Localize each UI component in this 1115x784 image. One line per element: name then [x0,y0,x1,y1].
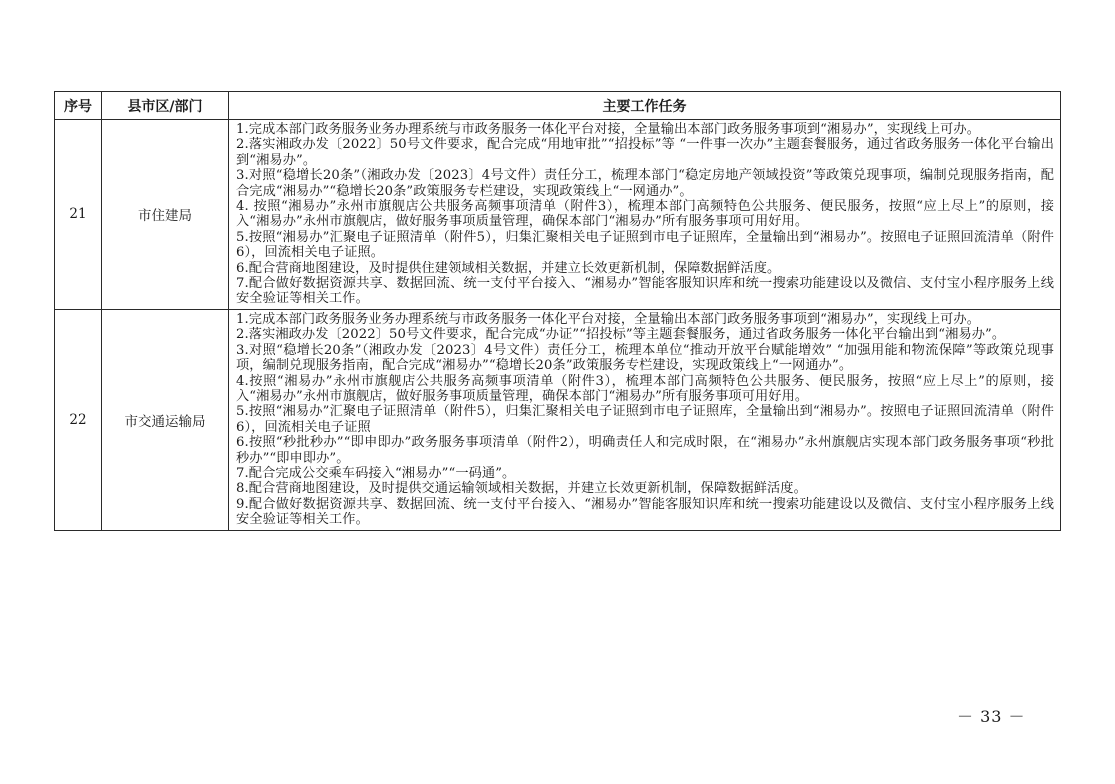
task-item: 1.完成本部门政务服务业务办理系统与市政务服务一体化平台对接，全量输出本部门政务服务事项到“湘易办”，实现线上可办。 [236,311,980,327]
row-dept: 市交通运输局 [102,309,229,530]
task-item: 3.对照“稳增长20条”（湘政办发〔2023〕4号文件）责任分工，梳理本单位“推动开放平台赋能增效” “加强用能和物流保障”等政策兑现事项，编制兑现服务指南，配合完成“湘易办”“稳增长20条”政策服务专栏建设，实现政策线上“一网通办”。 [236,342,1054,374]
task-item: 6.配合营商地图建设，及时提供住建领域相关数据，并建立长效更新机制，保障数据鲜活度。 [236,260,781,276]
task-item: 6.按照“秒批秒办”“即申即办”政务服务事项清单（附件2），明确责任人和完成时限，在“湘易办”永州旗舰店实现本部门政务服务事项“秒批秒办”“即申即办”。 [236,435,1054,466]
task-item: 8.配合营商地图建设，及时提供交通运输领域相关数据，并建立长效更新机制，保障数据鲜活度。 [236,481,807,497]
row-tasks [229,309,1061,530]
header-no: 序号 [55,92,102,120]
header-tasks: 主要工作任务 [229,92,1061,120]
table-row [55,309,1061,530]
row-tasks [229,120,1061,310]
row-no: 22 [55,309,102,530]
work-task-table [54,91,1061,531]
row-no: 21 [55,120,102,310]
row-dept: 市住建局 [102,120,229,310]
task-item: 7.配合完成公交乘车码接入“湘易办”“一码通”。 [236,465,516,481]
page-number: － 33 － [957,707,1026,726]
task-item: 5.按照“湘易办”汇聚电子证照清单（附件5），归集汇聚相关电子证照到市电子证照库，全量输出到“湘易办”。按照电子证照回流清单（附件6），回流相关电子证照 [236,404,1054,435]
task-item: 1.完成本部门政务服务业务办理系统与市政务服务一体化平台对接，全量输出本部门政务服务事项到“湘易办”，实现线上可办。 [236,122,980,137]
task-item: 9.配合做好数据资源共享、数据回流、统一支付平台接入、“湘易办”智能客服知识库和统一搜索功能建设以及微信、支付宝小程序服务上线安全验证等相关工作。 [236,496,1054,528]
header-dept: 县市区/部门 [102,92,229,120]
table-row [55,120,1061,310]
task-item: 3.对照“稳增长20条”（湘政办发〔2023〕4号文件）责任分工，梳理本部门“稳定房地产领域投资”等政策兑现事项，编制兑现服务指南，配合完成“湘易办”“稳增长20条”政策服务专栏建设，实现政策线上“一网通办”。 [236,168,1054,199]
task-item: 4. 按照“湘易办”永州市旗舰店公共服务高频事项清单（附件3），梳理本部门高频特色公共服务、便民服务，按照“应上尽上”的原则，接入“湘易办”永州市旗舰店，做好服务事项质量管理，确保本部门“湘易办”所有服务事项可用好用。 [236,199,1054,230]
task-item: 5.按照“湘易办”汇聚电子证照清单（附件5），归集汇聚相关电子证照到市电子证照库，全量输出到“湘易办”。按照电子证照回流清单（附件6），回流相关电子证照。 [236,229,1054,261]
task-item: 7.配合做好数据资源共享、数据回流、统一支付平台接入、“湘易办”智能客服知识库和统一搜索功能建设以及微信、支付宝小程序服务上线安全验证等相关工作。 [236,276,1054,307]
task-item: 2.落实湘政办发〔2022〕50号文件要求，配合完成“办证”“招投标”等主题套餐服务，通过省政务服务一体化平台输出到“湘易办”。 [236,327,1006,343]
task-item: 4.按照“湘易办”永州市旗舰店公共服务高频事项清单（附件3），梳理本部门高频特色公共服务、便民服务，按照“应上尽上”的原则，接入“湘易办”永州市旗舰店，做好服务事项质量管理，确保本部门“湘易办”所有服务事项可用好用。 [236,373,1054,404]
table-header-row [55,92,1061,120]
task-item: 2.落实湘政办发〔2022〕50号文件要求，配合完成“用地审批”“招投标”等 “一件事一次办”主题套餐服务，通过省政务服务一体化平台输出到“湘易办”。 [236,137,1054,168]
